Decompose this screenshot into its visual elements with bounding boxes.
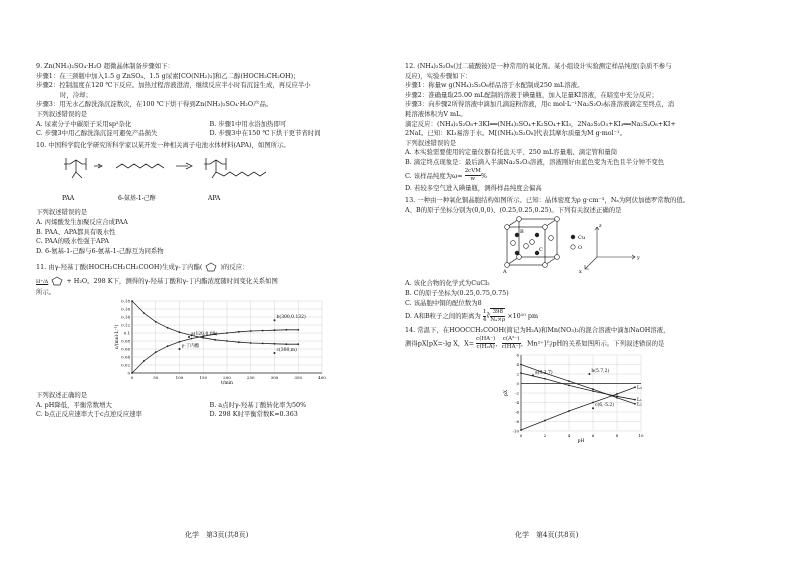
annotation-label: a(120,0.09) — [191, 332, 218, 338]
data-point — [285, 329, 287, 331]
legend-o: O — [578, 245, 583, 252]
q12-step: 耗溶液体积为V mL。 — [405, 109, 467, 118]
q13-option-d — [405, 308, 764, 324]
data-point — [297, 343, 299, 345]
series-label: L₃ — [637, 385, 642, 391]
data-point — [520, 372, 522, 374]
atom-o — [505, 217, 560, 268]
q12-option-d: D. 若较多空气进入碘量瓶，测得样品纯度会偏高 — [405, 183, 542, 192]
data-point — [544, 419, 546, 421]
data-point — [274, 329, 276, 331]
data-point — [274, 343, 276, 345]
q13-d-unit: ×10¹⁰ pm — [507, 312, 539, 321]
q11-stem-head: 11. 由γ-羟基丁酸(HOCH₂CH₂CH₂COOH)生成γ-丁内酯( — [36, 263, 203, 272]
x-tick-label: 0 — [519, 432, 523, 438]
y-tick-label: -10 — [512, 428, 519, 434]
q13-stem2: A、B的原子坐标分别为(0,0,0)、(0.25,0.25,0.25)。下列有关叙述正确的是 — [405, 205, 622, 214]
x-tick-label: 350 — [294, 375, 303, 381]
q12-stem: 12. (NH₄)₂S₂O₈(过二硫酸铵)是一种常用的氧化剂。某小组设计实验测定样品纯度(杂质不参与 — [405, 62, 672, 70]
series-label: L₁ — [637, 397, 642, 403]
x-tick-label: 10 — [638, 432, 644, 438]
y-tick-label: -6 — [515, 409, 519, 415]
y-tick-label: 0.04 — [121, 354, 130, 360]
question-9 — [36, 62, 383, 139]
annotation-point — [592, 407, 594, 409]
data-point — [520, 363, 522, 365]
q13-d-root — [490, 308, 505, 324]
q9-option-d: D. 步骤3中在150 ℃下烘干更节省时间 — [209, 129, 321, 138]
point-label-b: B — [520, 229, 524, 236]
data-point — [131, 300, 133, 302]
data-point — [544, 378, 546, 380]
y-tick-label: -4 — [515, 399, 519, 405]
data-point — [143, 312, 145, 314]
annotation-point — [179, 348, 181, 350]
q14-stem2-tail: 、Mn²⁺]与pH的关系如图所示。下列叙述错误的是 — [520, 339, 665, 348]
data-point — [592, 388, 594, 390]
question-12 — [405, 62, 764, 193]
q10-option-c: C. PAA的吸水性强于APA — [36, 237, 109, 246]
q11-option-c: C. b点正反应速率大于c点逆反应速率 — [36, 410, 142, 419]
axis-label-z: z — [599, 223, 602, 230]
data-point — [285, 343, 287, 345]
y-tick-label: 6 — [516, 352, 519, 358]
q12-option-c — [405, 168, 764, 184]
data-point — [250, 330, 252, 332]
q10-prompt: 下列叙述错误的是 — [36, 208, 88, 217]
data-point — [592, 401, 594, 403]
q12-step: 滴定反应：(NH₄)₂S₂O₈+3KI══(NH₄)₂SO₄+K₂SO₄+KI₃，2Na₂S₂O₃+KI₃══Na₂S₄O₆+KI+ — [405, 119, 676, 128]
annotation-point — [532, 374, 534, 376]
q9-step: 步骤1：在三颈瓶中加入1.5 g ZnSO₄、1.5 g尿素[CO(NH₂)₂]和乙二醇(HOCH₂CH₂OH)； — [36, 71, 300, 80]
q14-frac-2-den: c(HA⁻) — [501, 343, 521, 350]
y-tick-label: 0.06 — [121, 346, 130, 352]
q9-prompt: 下列叙述错误的是 — [36, 109, 88, 118]
x-tick-label: 6 — [591, 432, 595, 438]
data-point — [155, 351, 157, 353]
data-point — [167, 327, 169, 329]
annotation-label: γ-丁内酯 — [181, 344, 200, 350]
series-line — [521, 373, 635, 400]
q14-px-ph-chart — [495, 351, 665, 447]
point-label-c: C — [539, 247, 543, 254]
q10-stem: 10. 中国科学院化学研究所科学家以某开发一种相关离子电池水体材料(APA)，如图所示。 — [36, 140, 290, 149]
y-tick-label: 2 — [516, 371, 519, 377]
q14-stem2: 测得pX[pX=-lg X，X= $\frac{c(HA^-)}{\text{c(H₂A)}}$ 、 $\frac{\text{c(A²⁻)}}{c(HA^-)}$ 、Mn²⁺]与pH的关系如图所示。下列叙述错误的是 — [405, 335, 665, 350]
q11-equation-tail: + H₂O。298 K下，测得的γ-羟基丁酸和γ-丁内酯浓度随时间变化关系如图 — [66, 276, 278, 285]
data-point — [634, 386, 636, 388]
annotation-point — [274, 352, 276, 354]
y-tick-label: -2 — [515, 390, 519, 396]
x-tick-label: 400 — [318, 375, 326, 381]
q12-prompt: 下列叙述错误的是 — [405, 138, 457, 147]
q9-step: 时，冷却； — [60, 90, 92, 99]
data-point — [634, 403, 636, 405]
y-tick-label: 0.18 — [121, 298, 130, 304]
q11-prompt: 下列叙述正确的是 — [36, 391, 88, 400]
data-point — [568, 384, 570, 386]
q9-option-a: A. 尿素分子中碳原子采用sp²杂化 — [36, 119, 132, 128]
data-point — [167, 345, 169, 347]
x-tick-label: 4 — [567, 432, 571, 438]
q14-frac-1 — [476, 336, 495, 351]
page-right — [397, 0, 794, 561]
x-tick-label: 2 — [543, 432, 547, 438]
data-point — [592, 390, 594, 392]
q13-option-d-text: D. A和B粒子之间的距离为 — [405, 312, 481, 321]
legend — [571, 235, 586, 251]
q12-step: 步骤2：准确量取25.00 mL配制的溶液于碘量瓶，加入足量KI溶液，在暗室中充分反应； — [405, 90, 658, 99]
q11-option-d: D. 298 K时平衡常数K=0.363 — [209, 410, 298, 419]
q10-option-d: D. 6-氨基-1-己醇与6-氨基-1-己醇互为同系物 — [36, 246, 164, 255]
data-point — [568, 380, 570, 382]
data-point — [634, 398, 636, 400]
legend-cu: Cu — [578, 235, 586, 242]
lactone-ring-icon — [50, 276, 64, 286]
question-14 — [405, 326, 764, 447]
x-tick-label: 0 — [130, 375, 134, 381]
data-point — [179, 341, 181, 343]
series-line — [521, 387, 635, 430]
q12-stem2: 反应)，实验步骤如下： — [405, 71, 472, 80]
q10-label-paa: PAA — [62, 195, 75, 203]
data-point — [214, 339, 216, 341]
q10-option-b: B. PAA、APA都具有吸水性 — [36, 227, 116, 236]
annotation-label: c(300,m) — [276, 348, 297, 354]
y-tick-label: 4 — [516, 361, 519, 367]
data-point — [155, 321, 157, 323]
y-tick-label: 0.16 — [121, 306, 130, 312]
annotation-point — [274, 319, 276, 321]
q12-fraction — [465, 168, 481, 183]
data-point — [202, 337, 204, 339]
q11-option-b: B. a点时γ-羟基丁酸转化率为50% — [209, 400, 307, 409]
x-tick-label: 250 — [246, 375, 255, 381]
q13-option-b: B. C的原子坐标为(0.25,0.75,0.75) — [405, 288, 509, 297]
page-footer-left: 化学 第3页(共8页) — [185, 531, 249, 539]
data-point — [520, 429, 522, 431]
axis-arrows — [585, 227, 635, 269]
q9-step: 步骤3：用无水乙醇洗涤沉淀数次，在100 ℃下烘干得到Zn(NH₃)₂SO₄·H₂O产品。 — [36, 100, 273, 109]
annotation-label: a(0,1.7) — [535, 370, 553, 376]
x-tick-label: 150 — [199, 375, 208, 381]
q14-frac-1-den: c(H₂A) — [476, 343, 495, 350]
q14-frac-1-num: c(HA⁻) — [476, 335, 496, 342]
annotation-label: b(300,0.132) — [276, 315, 306, 321]
data-point — [262, 330, 264, 332]
q13-crystal-cell-figure — [405, 215, 745, 279]
q12-frac-den: w — [470, 176, 476, 183]
question-13 — [405, 196, 764, 324]
y-tick-label: 0.02 — [121, 362, 130, 368]
data-point — [226, 340, 228, 342]
y-tick-label: 0 — [127, 370, 130, 376]
q11-stem-tail: )的反应： — [220, 263, 249, 272]
q11-concentration-chart — [102, 297, 342, 389]
data-point — [616, 397, 618, 399]
x-tick-label: 200 — [223, 375, 231, 381]
q11-equation-tail2: 所示。 — [36, 287, 56, 296]
q13-d-root-num: 398 — [490, 309, 505, 317]
annotation-label: c(6,-5.2) — [595, 402, 615, 408]
y-tick-label: -8 — [515, 418, 519, 424]
q11-option-a: A. pH降低，平衡常数增大 — [36, 400, 112, 409]
x-tick-label: 8 — [615, 432, 619, 438]
x-axis-label: pH — [577, 438, 585, 444]
q13-stem: 13. 一种由一种氧化铜晶胞结构如图所示。已知：晶体密度为ρ g·cm⁻³，Nₐ为阿伏加德罗常数的值。 — [405, 196, 690, 205]
q12-step: 步骤3：向步骤2所得溶液中滴加几滴淀粉溶液，用c mol·L⁻¹Na₂S₂O₃标准溶液滴定至终点，消 — [405, 100, 675, 109]
q10-label-apa: APA — [208, 195, 221, 203]
data-point — [190, 338, 192, 340]
q12-percent: % — [480, 171, 487, 180]
x-tick-label: 100 — [175, 375, 184, 381]
y-tick-label: 0 — [516, 380, 519, 386]
point-label-a: A — [503, 269, 507, 276]
y-tick-label: 0.12 — [121, 322, 130, 328]
data-point — [616, 393, 618, 395]
q13-d-root-den: Nₐ×ρ — [490, 317, 506, 324]
data-point — [238, 341, 240, 343]
data-point — [143, 360, 145, 362]
series-label: L₂ — [637, 402, 642, 408]
y-tick-label: 0.14 — [121, 314, 130, 320]
data-point — [297, 329, 299, 331]
q9-stem: 9. Zn(NH₃)₂SO₄·H₂O 超微晶体制备步骤如下： — [36, 62, 174, 70]
axis-label-x: x — [579, 269, 582, 276]
y-tick-label: 0.08 — [121, 338, 130, 344]
q14-frac-2-num: c(A²⁻) — [502, 335, 520, 342]
y-tick-label: 0.1 — [123, 330, 130, 336]
q14-stem2-head: 测得pX[pX=-lg X，X= — [405, 339, 475, 348]
x-axis-label: t/min — [221, 381, 233, 387]
y-axis-label: pX — [504, 389, 509, 396]
q13-d-frac-den: 4 — [482, 316, 487, 323]
q13-d-frac-num: 1 — [482, 308, 487, 315]
x-tick-label: 300 — [270, 375, 279, 381]
question-10 — [36, 141, 383, 257]
data-point — [250, 342, 252, 344]
annotation-label: b(5.7,2) — [591, 368, 610, 374]
q14-frac-2 — [502, 336, 521, 351]
question-11 — [36, 262, 383, 420]
x-tick-label: 50 — [153, 375, 159, 381]
data-point — [238, 331, 240, 333]
q12-option-b: B. 滴定终点现象是：最后滴入半滴Na₂S₂O₃溶液，溶液刚好由蓝色变为无色且半分钟不变色 — [405, 157, 665, 166]
q14-stem: 14. 常温下，在HOOCCH₂COOH(简记为H₂A)和Mn(NO₃)₂的混合溶液中滴加NaOH溶液， — [405, 326, 670, 335]
q10-label-aminohexanol: 6-氨基-1-己醇 — [118, 195, 156, 203]
data-point — [179, 331, 181, 333]
axis-label-y: y — [637, 255, 640, 262]
y-axis-label: c/(mol·L⁻¹) — [115, 324, 120, 350]
q12-option-c-text: C. 该样品纯度为ω= — [405, 171, 463, 180]
series-line — [132, 301, 298, 344]
q9-step: 步骤2：控制温度在120 ℃下反应。加热过程溶液澄清，继续反应半小时有沉淀生成，再反应半小 — [36, 81, 311, 90]
q9-option-b: B. 步骤1中用水浴加热即可 — [209, 119, 287, 128]
sqrt-icon: ∛ — [486, 312, 491, 321]
q10-option-a: A. 丙烯酸发生加聚反应合成PAA — [36, 217, 128, 226]
lactone-ring-icon — [204, 262, 218, 272]
q10-structure-figure — [56, 150, 376, 208]
q12-step: 步骤1：称量w g(NH₄)₂S₂O₈样品溶于水配制成250 mL溶液。 — [405, 81, 584, 90]
data-point — [226, 332, 228, 334]
page-footer-right: 化学 第4页(共8页) — [515, 531, 579, 539]
annotation-point — [188, 336, 190, 338]
q12-option-a: A. 本实验需要使用的定量仪器有托盘天平、250 mL容量瓶、滴定管和量筒 — [405, 148, 618, 157]
q12-step: 2NaI。已知：KI₃易溶于水。M[(NH₄)₂S₂O₈]代表其摩尔质量为M g·mol⁻¹。 — [405, 129, 627, 138]
q11-equation — [36, 276, 383, 288]
q11-stem — [36, 262, 383, 273]
annotation-point — [588, 373, 590, 375]
q9-option-c: C. 步骤3中用乙醇洗涤沉淀可避免产品损失 — [36, 129, 158, 138]
data-point — [131, 372, 133, 374]
data-point — [568, 410, 570, 412]
data-point — [262, 343, 264, 345]
q11-condition: H⁺/Δ — [36, 278, 49, 285]
q12-frac-num: 2cVM — [464, 168, 481, 175]
q13-option-a: A. 该化合物的化学式为CuCl₂ — [405, 279, 490, 288]
q13-option-c: C. 该晶胞中铜的配位数为8 — [405, 298, 482, 307]
